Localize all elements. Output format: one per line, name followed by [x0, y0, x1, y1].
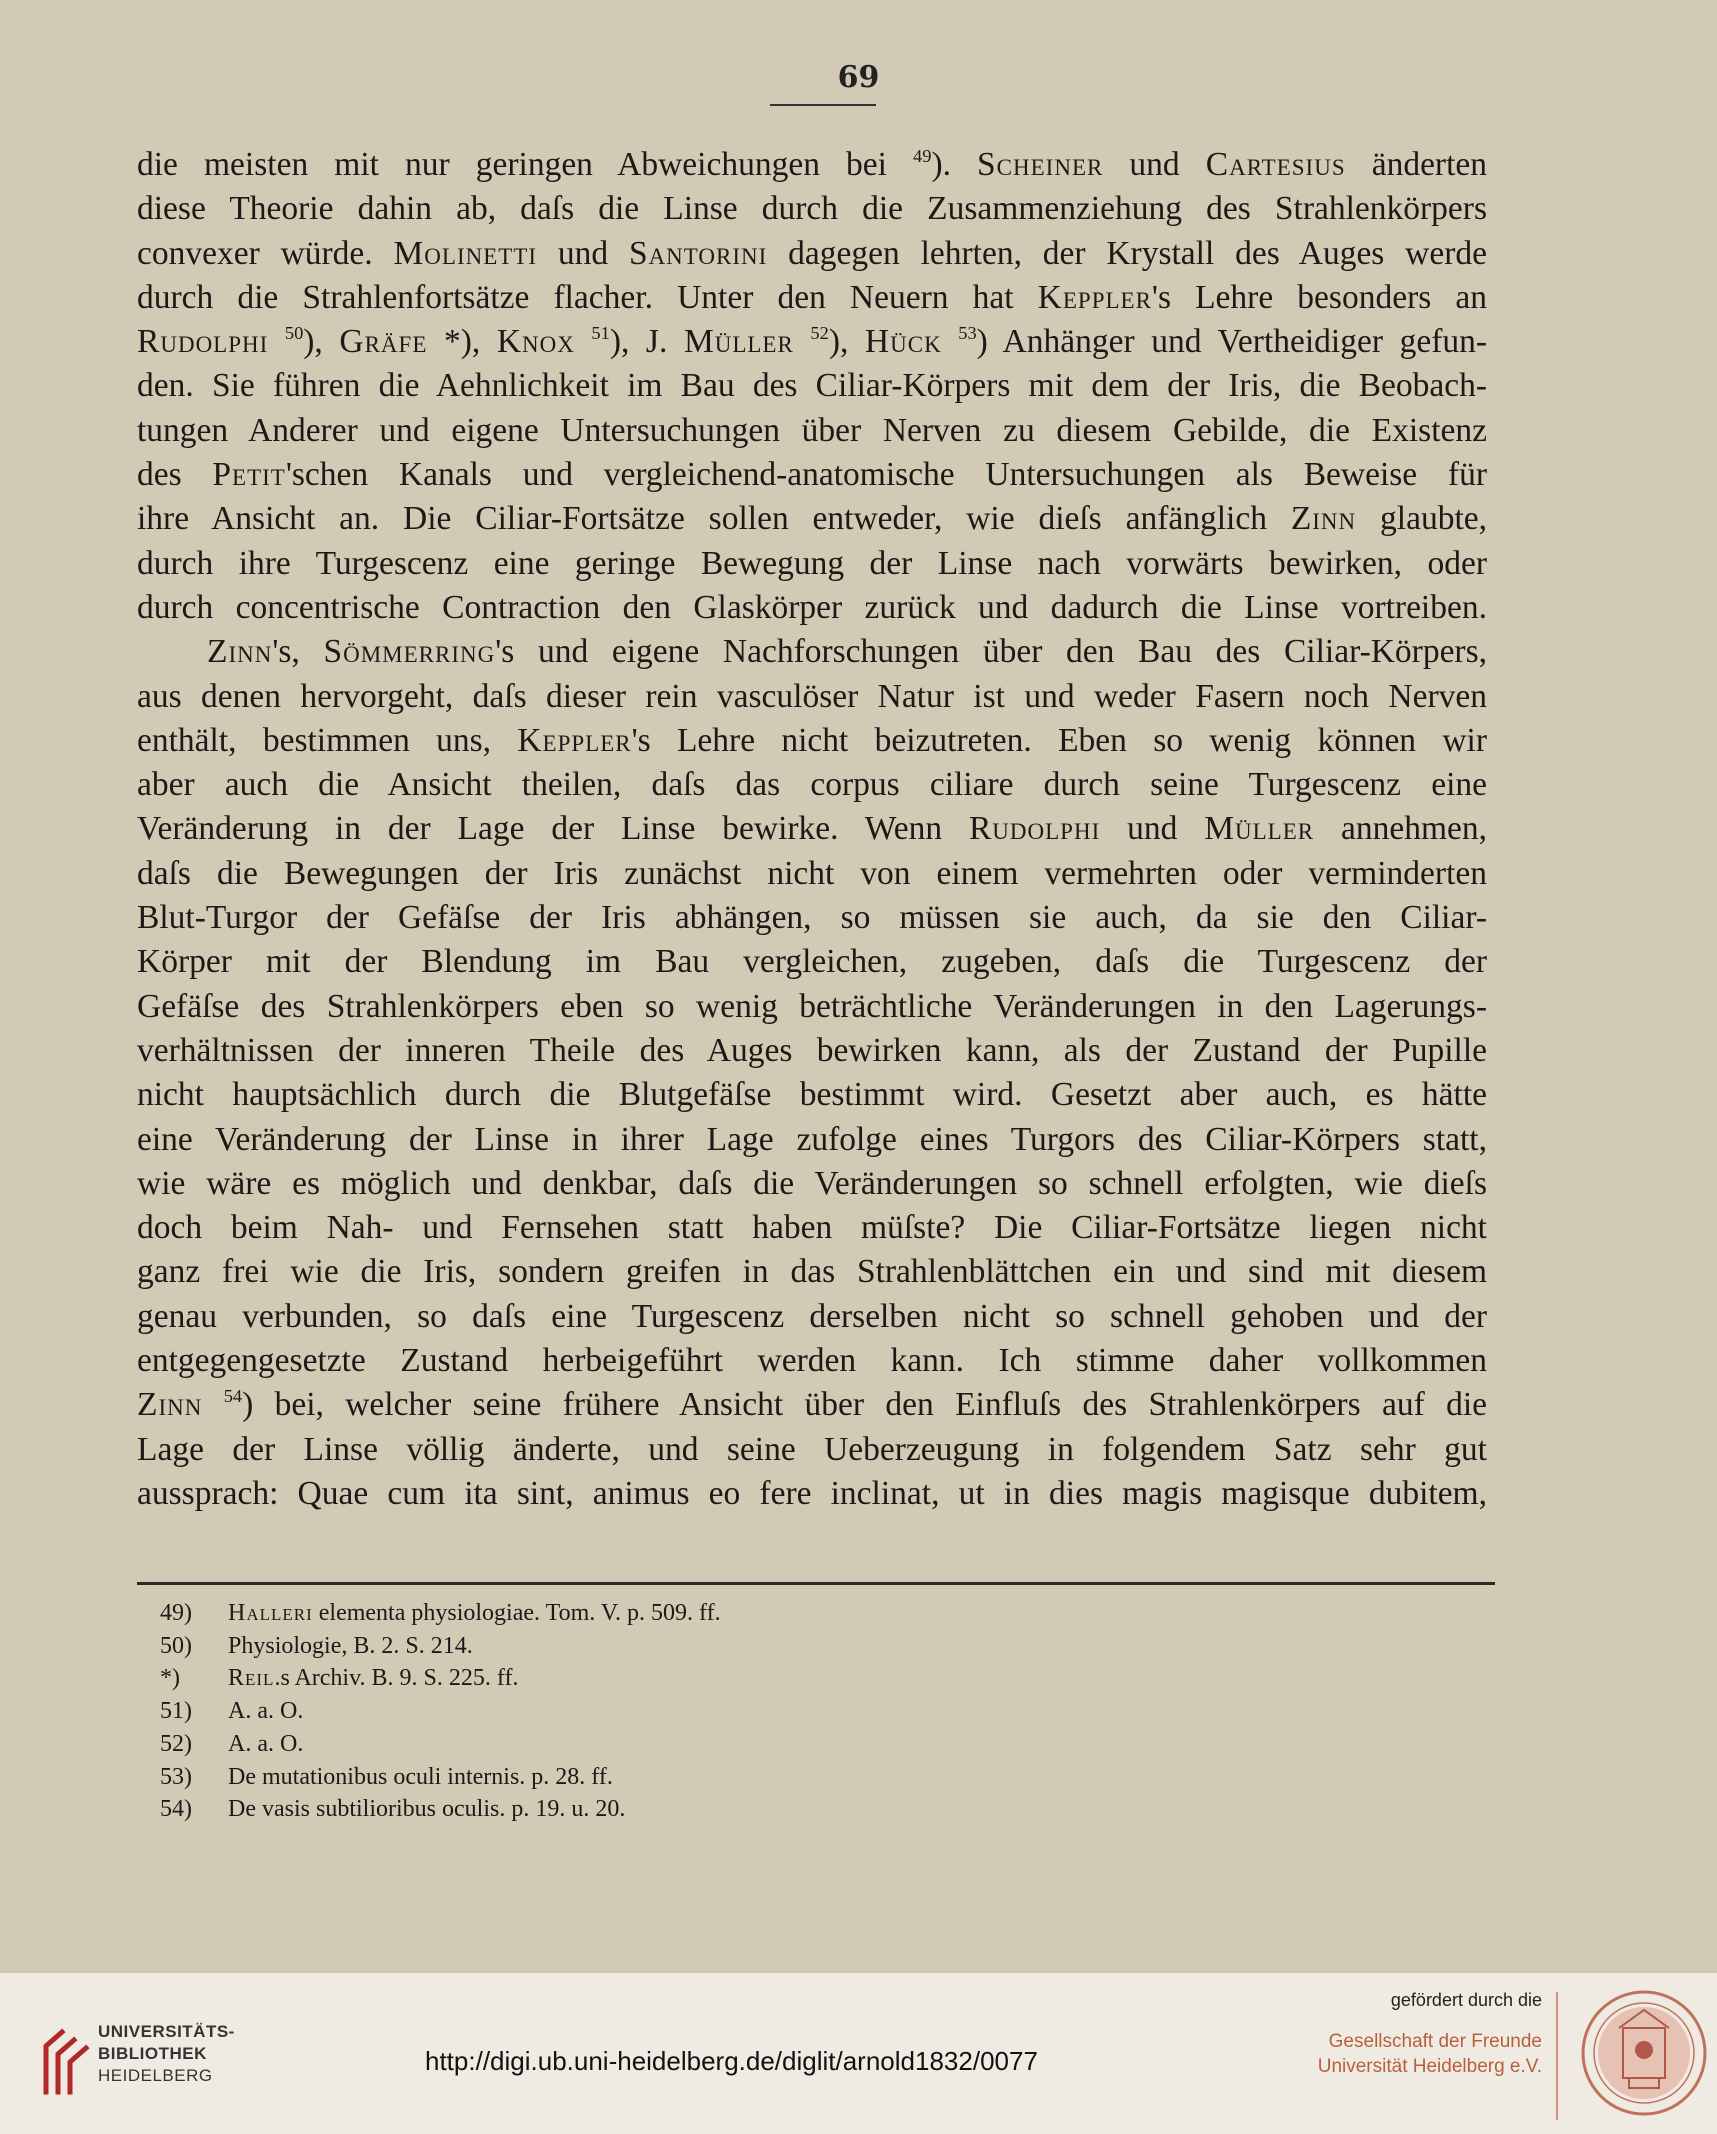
name-smallcaps: Molinetti: [393, 234, 538, 272]
name-smallcaps: Keppler: [1037, 278, 1152, 316]
text-line: [137, 586, 1487, 630]
name-smallcaps: Reil: [228, 1665, 275, 1692]
name-smallcaps: Gräfe: [339, 323, 428, 361]
text-run: tungen Anderer und eigene Untersuchungen über Nerven zu diesem Gebilde, die Existenz: [137, 411, 1487, 449]
text-run: und: [1103, 146, 1206, 183]
name-smallcaps: Sömmerring: [323, 633, 496, 671]
footnote: [160, 1630, 1060, 1663]
name-smallcaps: Rudolphi: [968, 810, 1101, 848]
footnote-number: *): [160, 1665, 180, 1692]
text-line: [137, 364, 1487, 408]
name-smallcaps: Zinn: [1290, 500, 1357, 538]
name-smallcaps: Zinn: [137, 1386, 203, 1424]
name-smallcaps: Keppler: [517, 721, 632, 759]
text-line: [137, 940, 1487, 984]
text-run: aber auch die Ansicht theilen, daſs das corpus ciliare durch seine Turgescenz eine: [137, 766, 1487, 804]
text-run: änderten: [1345, 146, 1487, 183]
text-line: [137, 1428, 1487, 1472]
text-line: [137, 630, 1487, 674]
text-run: Blut-Turgor der Gefäſse der Iris abhängen, so müssen sie auch, da sie den Ciliar-: [137, 899, 1487, 937]
name-smallcaps: Santorini: [628, 234, 768, 272]
text-run: 's Lehre nicht beizutreten. Eben so wenig können wir: [631, 721, 1487, 759]
text-run: ihre Ansicht an. Die Ciliar-Fortsätze sollen entweder, wie dieſs anfänglich: [137, 500, 1291, 538]
text-run: [942, 323, 959, 360]
text-run: Veränderung in der Lage der Linse bewirke. Wenn: [137, 810, 969, 848]
text-run: nicht hauptsächlich durch die Blutgefäſse bestimmt wird. Gesetzt aber auch, es hätte: [137, 1076, 1487, 1114]
text-run: [202, 1386, 223, 1423]
text-line: [137, 852, 1487, 896]
page-number-underline: [770, 104, 876, 106]
text-run: [794, 323, 811, 360]
text-line: [137, 1118, 1487, 1162]
footnote-number: 50): [160, 1632, 192, 1659]
text-line: [137, 1250, 1487, 1294]
text-run: Lage der Linse völlig änderte, und seine Ueberzeugung in folgendem Satz sehr gut: [137, 1430, 1487, 1468]
text-line: [137, 320, 1487, 364]
text-run: 's und eigene Nachforschungen über den Bau des Ciliar-Körpers,: [495, 633, 1487, 671]
library-name: [98, 2021, 235, 2087]
text-line: [137, 542, 1487, 586]
text-run: elementa physiologiae. Tom. V. p. 509. ff.: [312, 1600, 721, 1626]
footnote-number: 52): [160, 1730, 192, 1757]
text-run: enthält, bestimmen uns,: [137, 721, 518, 759]
text-run: De mutationibus oculi internis. p. 28. ff.: [228, 1763, 613, 1790]
footnote-number: 49): [160, 1600, 192, 1626]
body-text: [137, 143, 1487, 1516]
footnote-ref: 51: [591, 323, 610, 344]
name-smallcaps: Müller: [683, 323, 794, 361]
text-run: und: [1100, 810, 1205, 848]
footnotes: [160, 1597, 1060, 1826]
text-line: [137, 719, 1487, 763]
text-run: aus denen hervorgeht, daſs dieser rein vasculöser Natur ist und weder Fasern noch Nerven: [137, 677, 1487, 715]
text-run: dagegen lehrten, der Krystall des Auges werde: [767, 234, 1487, 272]
text-run: wie wäre es möglich und denkbar, daſs die Veränderungen so schnell erfolgten, wie dieſs: [137, 1164, 1487, 1202]
text-line: [137, 896, 1487, 940]
text-run: aussprach: Quae cum ita sint, animus eo fere inclinat, ut in dies magis magisque dubitem,: [137, 1474, 1487, 1512]
footnote-number: 51): [160, 1698, 192, 1725]
text-run: ),: [303, 323, 340, 361]
text-line: [137, 1162, 1487, 1206]
footnote-ref: 53: [958, 323, 977, 344]
text-run: 'schen Kanals und vergleichend-anatomische Untersuchungen als Beweise für: [285, 456, 1487, 494]
text-run: eine Veränderung der Linse in ihrer Lage zufolge eines Turgors des Ciliar-Körpers statt,: [137, 1120, 1487, 1158]
text-run: Körper mit der Blendung im Bau vergleichen, zugeben, daſs die Turgescenz der: [137, 943, 1487, 981]
text-run: ),: [828, 323, 865, 361]
text-line: [137, 276, 1487, 320]
text-line: [137, 1073, 1487, 1117]
text-line: [137, 1472, 1487, 1516]
text-line: [137, 453, 1487, 497]
name-smallcaps: Rudolphi: [137, 323, 269, 361]
text-run: ) bei, welcher seine frühere Ansicht über den Einfluſs des Strahlenkörpers auf die: [242, 1386, 1487, 1424]
text-run: ), J.: [609, 323, 684, 361]
footnote: [160, 1728, 1060, 1761]
text-run: convexer würde.: [137, 234, 394, 272]
text-run: durch ihre Turgescenz eine geringe Bewegung der Linse nach vorwärts bewirken, oder: [137, 544, 1487, 582]
university-seal-icon: [1579, 1988, 1709, 2118]
text-run: 's Lehre besonders an: [1151, 278, 1487, 316]
name-smallcaps: Scheiner: [977, 146, 1104, 183]
footnote-ref: 49: [913, 146, 932, 167]
text-line: [137, 1295, 1487, 1339]
name-smallcaps: Halleri: [228, 1600, 313, 1626]
footnote: [160, 1695, 1060, 1728]
sponsor-divider: [1556, 1992, 1558, 2120]
text-run: 's,: [272, 633, 324, 671]
text-run: A. a. O.: [228, 1698, 304, 1725]
footnote: [160, 1793, 1060, 1826]
text-line: [137, 763, 1487, 807]
text-line: [137, 143, 1487, 187]
name-smallcaps: Cartesius: [1205, 146, 1346, 183]
sponsor-name-line2[interactable]: Universität Heidelberg e.V.: [1317, 2056, 1542, 2077]
text-run: daſs die Bewegungen der Iris zunächst nicht von einem vermehrten oder verminderten: [137, 854, 1487, 892]
text-line: [137, 1339, 1487, 1383]
text-run: die meisten mit nur geringen Abweichungen bei: [137, 146, 914, 183]
text-run: [268, 323, 285, 360]
text-run: A. a. O.: [228, 1730, 304, 1757]
sponsor-block: [1302, 1990, 1542, 2079]
sponsor-name-line1[interactable]: Gesellschaft der Freunde: [1328, 2031, 1542, 2052]
text-run: De vasis subtilioribus oculis. p. 19. u. 20.: [228, 1796, 626, 1823]
text-run: durch die Strahlenfortsätze flacher. Unter den Neuern hat: [137, 278, 1038, 316]
library-name-line3: HEIDELBERG: [98, 2066, 213, 2085]
text-run: durch concentrische Contraction den Glaskörper zurück und dadurch die Linse vortreiben.: [137, 588, 1487, 626]
text-line: [137, 409, 1487, 453]
text-run: [575, 323, 592, 360]
permalink-url[interactable]: http://digi.ub.uni-heidelberg.de/diglit/arnold1832/0077: [425, 2046, 1038, 2076]
text-line: [137, 497, 1487, 541]
text-run: verhältnissen der inneren Theile des Auges bewirken kann, als der Zustand der Pupille: [137, 1031, 1487, 1069]
text-run: Gefäſse des Strahlenkörpers eben so wenig beträchtliche Veränderungen in den Lagerungs-: [137, 987, 1487, 1025]
text-line: [137, 675, 1487, 719]
footnote-number: 53): [160, 1763, 192, 1790]
text-run: des: [137, 456, 213, 494]
text-run: ganz frei wie die Iris, sondern greifen in das Strahlenblättchen ein und sind mit diesem: [137, 1253, 1487, 1291]
footnote: [160, 1597, 1060, 1630]
text-line: [137, 1206, 1487, 1250]
text-run: den. Sie führen die Aehnlichkeit im Bau des Ciliar-Körpers mit dem der Iris, die Beobach-: [137, 367, 1487, 405]
text-line: [137, 985, 1487, 1029]
text-run: ) Anhänger und Vertheidiger gefun-: [976, 323, 1487, 361]
library-logo-icon[interactable]: [38, 2020, 94, 2100]
text-run: .s Archiv. B. 9. S. 225. ff.: [274, 1665, 519, 1692]
text-run: und: [537, 234, 629, 272]
footnote-divider: [137, 1582, 1495, 1585]
library-name-line2: BIBLIOTHEK: [98, 2044, 207, 2063]
text-run: glaubte,: [1356, 500, 1487, 538]
name-smallcaps: Petit: [212, 456, 286, 494]
viewer-footer: [0, 1972, 1717, 2134]
text-run: ).: [931, 146, 978, 183]
text-line: [137, 1029, 1487, 1073]
name-smallcaps: Hück: [864, 323, 942, 361]
footnote-ref: 54: [223, 1386, 243, 1407]
text-run: diese Theorie dahin ab, daſs die Linse durch die Zusammenziehung des Strahlenkörpers: [137, 190, 1487, 228]
text-run: entgegengesetzte Zustand herbeigeführt werden kann. Ich stimme daher vollkommen: [137, 1342, 1487, 1380]
library-name-line1: UNIVERSITÄTS-: [98, 2022, 235, 2041]
page-number: 69: [837, 60, 880, 95]
sponsor-prefix: gefördert durch die: [1390, 1990, 1542, 2010]
name-smallcaps: Zinn: [207, 633, 273, 671]
text-line: [137, 232, 1487, 276]
name-smallcaps: Knox: [496, 323, 575, 361]
footer-rule: [0, 1972, 1717, 1973]
text-run: genau verbunden, so daſs eine Turgescenz derselben nicht so schnell gehoben und der: [137, 1297, 1487, 1335]
text-line: [137, 1383, 1487, 1427]
text-line: [137, 187, 1487, 231]
footnote-ref: 50: [284, 323, 304, 344]
text-run: annehmen,: [1314, 810, 1487, 848]
footnote-ref: 52: [810, 323, 829, 344]
text-run: *),: [427, 323, 497, 361]
footnote: [160, 1662, 1060, 1695]
text-line: [137, 807, 1487, 851]
name-smallcaps: Müller: [1204, 810, 1315, 848]
footnote: [160, 1761, 1060, 1794]
text-run: doch beim Nah- und Fernsehen statt haben müſste? Die Ciliar-Fortsätze liegen nicht: [137, 1209, 1487, 1247]
text-run: Physiologie, B. 2. S. 214.: [228, 1632, 473, 1659]
footnote-number: 54): [160, 1796, 192, 1823]
